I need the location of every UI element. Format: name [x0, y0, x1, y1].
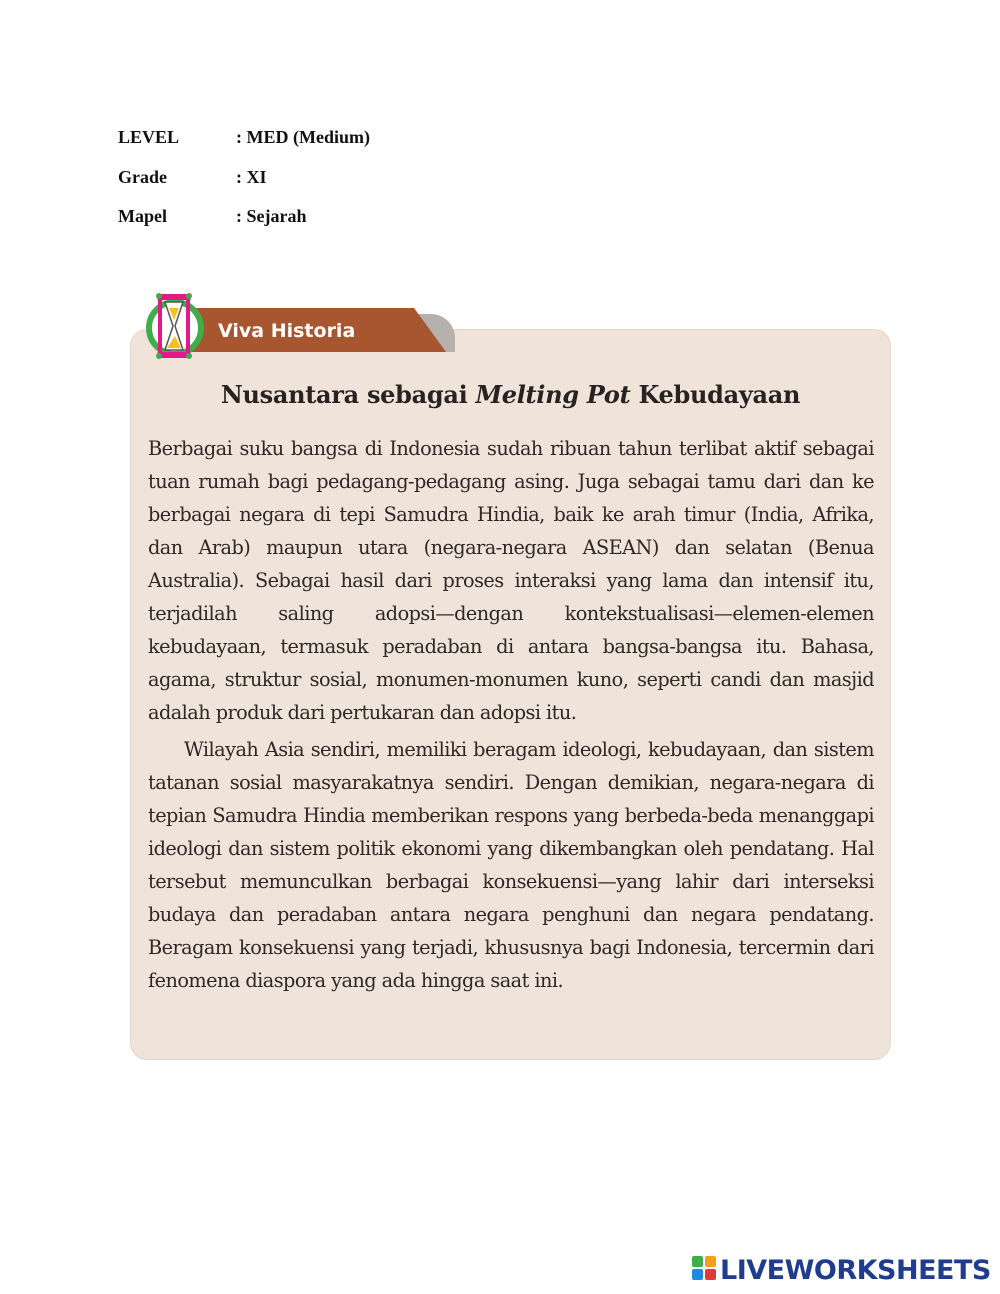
- meta-value: : Sejarah: [236, 206, 307, 227]
- meta-key: LEVEL: [118, 127, 180, 148]
- paragraph: Berbagai suku bangsa di Indonesia sudah ribuan tahun terlibat aktif sebagai tuan rumah bagi pedagang-pedagang asing. Juga sebagai tamu dari dan ke berbagai negara di tepi Samudra Hindia, baik ke arah timur (India, Afrika, dan Arab) maupun utara (negara-negara ASEAN) dan selatan (Benua Australia). Sebagai hasil dari proses interaksi yang lama dan intensif itu, terjadilah saling adopsi—dengan kontekstualisasi—elemen-elemen kebudayaan, termasuk peradaban di antara bangsa-bangsa itu. Bahasa, agama, struktur sosial, monumen-monumen kuno, seperti candi dan masjid adalah produk dari pertukaran dan adopsi itu.: [148, 437, 874, 724]
- meta-value: : XI: [236, 166, 267, 187]
- meta-row-level: [118, 118, 370, 158]
- liveworksheets-logo-icon: [692, 1256, 716, 1285]
- meta-row-grade: [118, 158, 370, 198]
- panel-body: [148, 432, 874, 997]
- panel-tab-label: Viva Historia: [218, 320, 356, 342]
- hourglass-icon: [145, 290, 209, 362]
- panel-title-text: Kebudayaan: [630, 380, 801, 409]
- meta-key: Grade: [118, 166, 167, 187]
- meta-key: Mapel: [118, 206, 167, 227]
- panel-title-text: Nusantara sebagai: [220, 380, 476, 409]
- brand-name: LIVEWORKSHEETS: [720, 1254, 991, 1286]
- worksheet-meta: [118, 118, 370, 237]
- panel-title: [131, 380, 890, 409]
- meta-row-subject: [118, 197, 370, 237]
- meta-value: : MED (Medium): [236, 127, 370, 148]
- panel-title-italic: Melting Pot: [475, 380, 631, 409]
- footer-brand: [692, 1254, 991, 1286]
- paragraph: Wilayah Asia sendiri, memiliki beragam ideologi, kebudayaan, dan sistem tatanan sosial masyarakatnya sendiri. Dengan demikian, negara-negara di tepian Samudra Hindia memberikan respons yang berbeda-beda menanggapi ideologi dan sistem politik ekonomi yang dikembangkan oleh pendatang. Hal tersebut memunculkan berbagai konsekuensi—yang lahir dari interseksi budaya dan peradaban antara negara penghuni dan negara pendatang. Beragam konsekuensi yang terjadi, khususnya bagi Indonesia, tercermin dari fenomena diaspora yang ada hingga saat ini.: [148, 738, 874, 992]
